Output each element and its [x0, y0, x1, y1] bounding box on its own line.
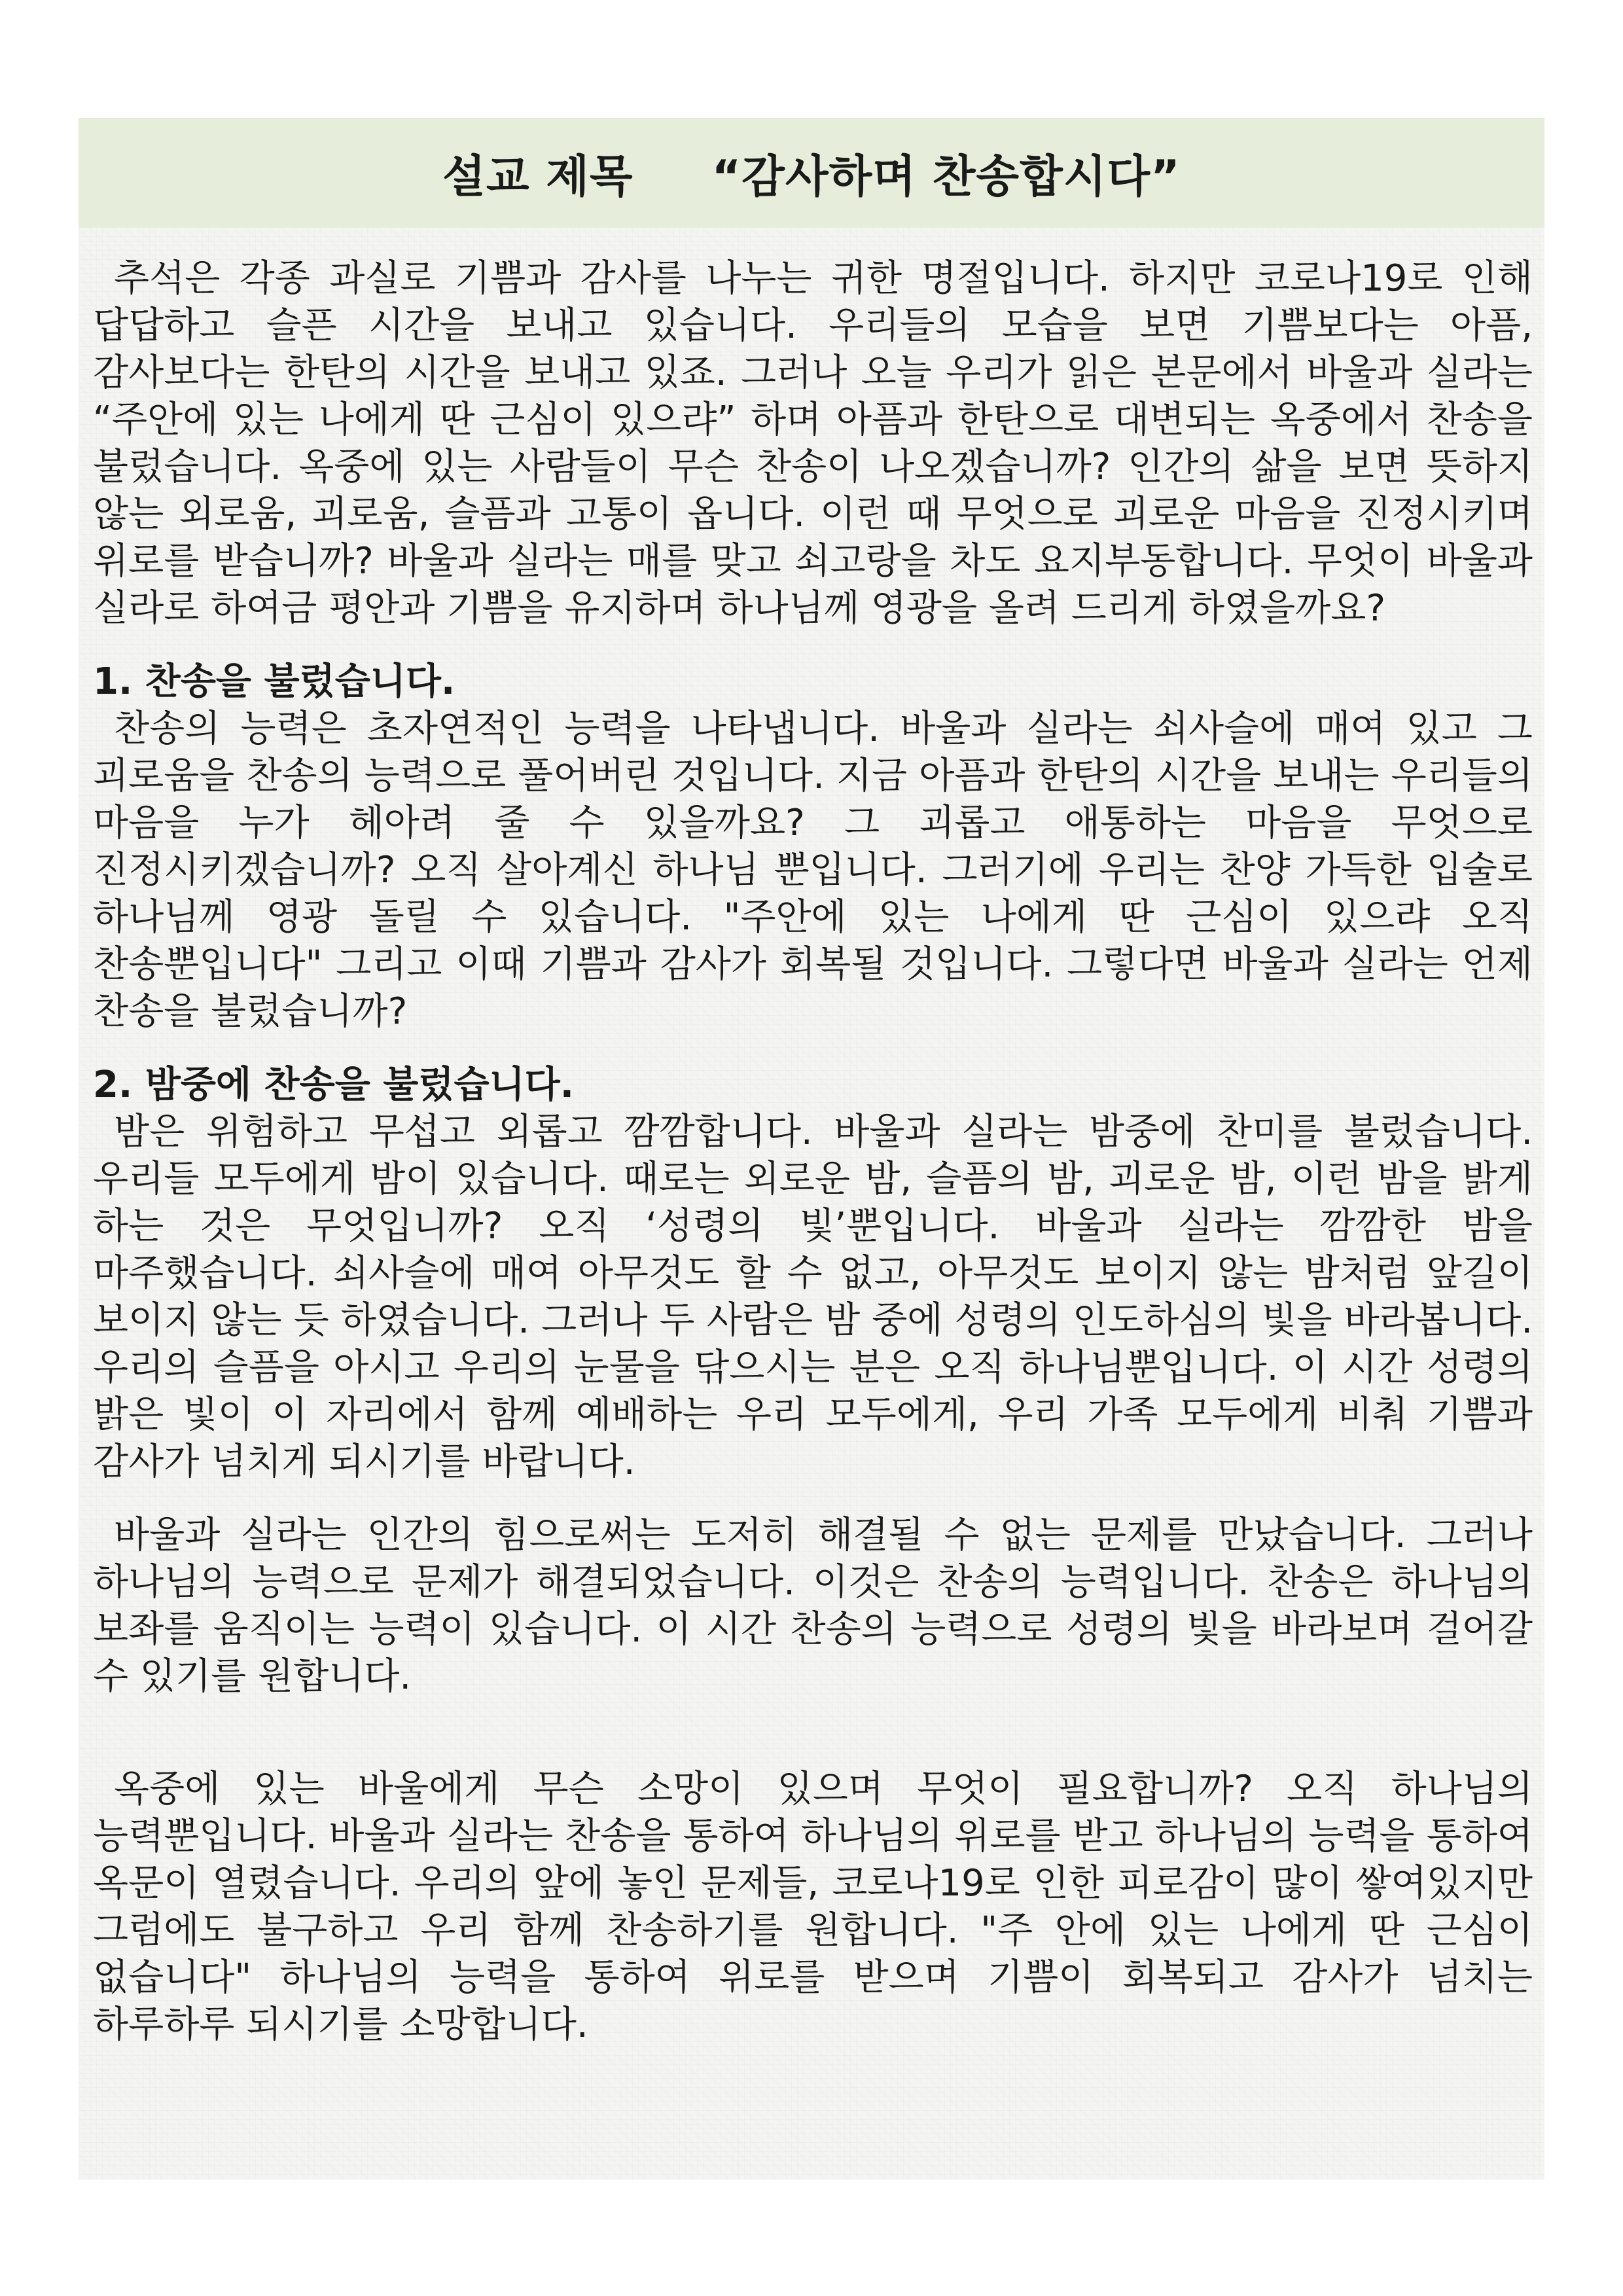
section-body-2: 밤은 위험하고 무섭고 외롭고 깜깜합니다. 바울과 실라는 밤중에 찬미를 불렀습니다. 우리들 모두에게 밤이 있습니다. 때로는 외로운 밤, 슬픔의 밤, 괴로운 밤, 이런 밤을 밝게 하는 것은 무엇입니까? 오직 ‘성령의 빛’뿐입니다. 바울과 실라는 깜깜한 밤을 마주했습니다. 쇠사슬에 매여 아무것도 할 수 없고, 아무것도 보이지 않는 밤처럼 앞길이 보이지 않는 듯 하였습니다. 그러나 두 사람은 밤 중에 성령의 인도하심의 빛을 바라봅니다. 우리의 슬픔을 아시고 우리의 눈물을 닦으시는 분은 오직 하나님뿐입니다. 이 시간 성령의 밝은 빛이 이 자리에서 함께 예배하는 우리 모두에게, 우리 가족 모두에게 비춰 기쁨과 감사가 넘치게 되시기를 바랍니다. — [93, 1111, 1533, 1483]
power-paragraph: 바울과 실라는 인간의 힘으로써는 도저히 해결될 수 없는 문제를 만났습니다. 그러나 하나님의 능력으로 문제가 해결되었습니다. 이것은 찬송의 능력입니다. 찬송은 하나님의 보좌를 움직이는 능력이 있습니다. 이 시간 찬송의 능력으로 성령의 빛을 바라보며 걸어갈 수 있기를 원합니다. — [93, 1514, 1533, 1698]
sermon-title-label: 설교 제목 — [442, 151, 633, 203]
sermon-title — [442, 141, 1181, 205]
section-heading-1: 1. 찬송을 불렀습니다. — [93, 660, 455, 703]
sermon-content — [93, 255, 1533, 2049]
section-heading-2: 2. 밤중에 찬송을 불렀습니다. — [93, 1064, 575, 1106]
title-bar — [79, 118, 1544, 228]
sermon-page — [79, 118, 1544, 2179]
closing-paragraph: 옥중에 있는 바울에게 무슨 소망이 있으며 무엇이 필요합니까? 오직 하나님의 능력뿐입니다. 바울과 실라는 찬송을 통하여 하나님의 위로를 받고 하나님의 능력을 통하여 옥문이 열렸습니다. 우리의 앞에 놓인 문제들, 코로나19로 인한 피로감이 많이 쌓여있지만 그럼에도 불구하고 우리 함께 찬송하기를 원합니다. "주 안에 있는 나에게 딴 근심이 없습니다" 하나님의 능력을 통하여 위로를 받으며 기쁨이 회복되고 감사가 넘치는 하루하루 되시기를 소망합니다. — [93, 1768, 1533, 2046]
section-body-1: 찬송의 능력은 초자연적인 능력을 나타냅니다. 바울과 실라는 쇠사슬에 매여 있고 그 괴로움을 찬송의 능력으로 풀어버린 것입니다. 지금 아픔과 한탄의 시간을 보내는 우리들의 마음을 누가 헤아려 줄 수 있을까요? 그 괴롭고 애통하는 마음을 무엇으로 진정시키겠습니까? 오직 살아계신 하나님 뿐입니다. 그러기에 우리는 찬양 가득한 입술로 하나님께 영광 돌릴 수 있습니다. "주안에 있는 나에게 딴 근심이 있으랴 오직 찬송뿐입니다" 그리고 이때 기쁨과 감사가 회복될 것입니다. 그렇다면 바울과 실라는 언제 찬송을 불렀습니까? — [93, 708, 1533, 1033]
intro-paragraph: 추석은 각종 과실로 기쁨과 감사를 나누는 귀한 명절입니다. 하지만 코로나19로 인해 답답하고 슬픈 시간을 보내고 있습니다. 우리들의 모습을 보면 기쁨보다는 아픔, 감사보다는 한탄의 시간을 보내고 있죠. 그러나 오늘 우리가 읽은 본문에서 바울과 실라는 “주안에 있는 나에게 딴 근심이 있으랴” 하며 아픔과 한탄으로 대변되는 옥중에서 찬송을 불렀습니다. 옥중에 있는 사람들이 무슨 찬송이 나오겠습니까? 인간의 삶을 보면 뜻하지 않는 외로움, 괴로움, 슬픔과 고통이 옵니다. 이런 때 무엇으로 괴로운 마음을 진정시키며 위로를 받습니까? 바울과 실라는 매를 맞고 쇠고랑을 차도 요지부동합니다. 무엇이 바울과 실라로 하여금 평안과 기쁨을 유지하며 하나님께 영광을 올려 드리게 하였을까요? — [93, 257, 1533, 630]
sermon-title-text: “감사하며 찬송합시다” — [711, 151, 1181, 203]
